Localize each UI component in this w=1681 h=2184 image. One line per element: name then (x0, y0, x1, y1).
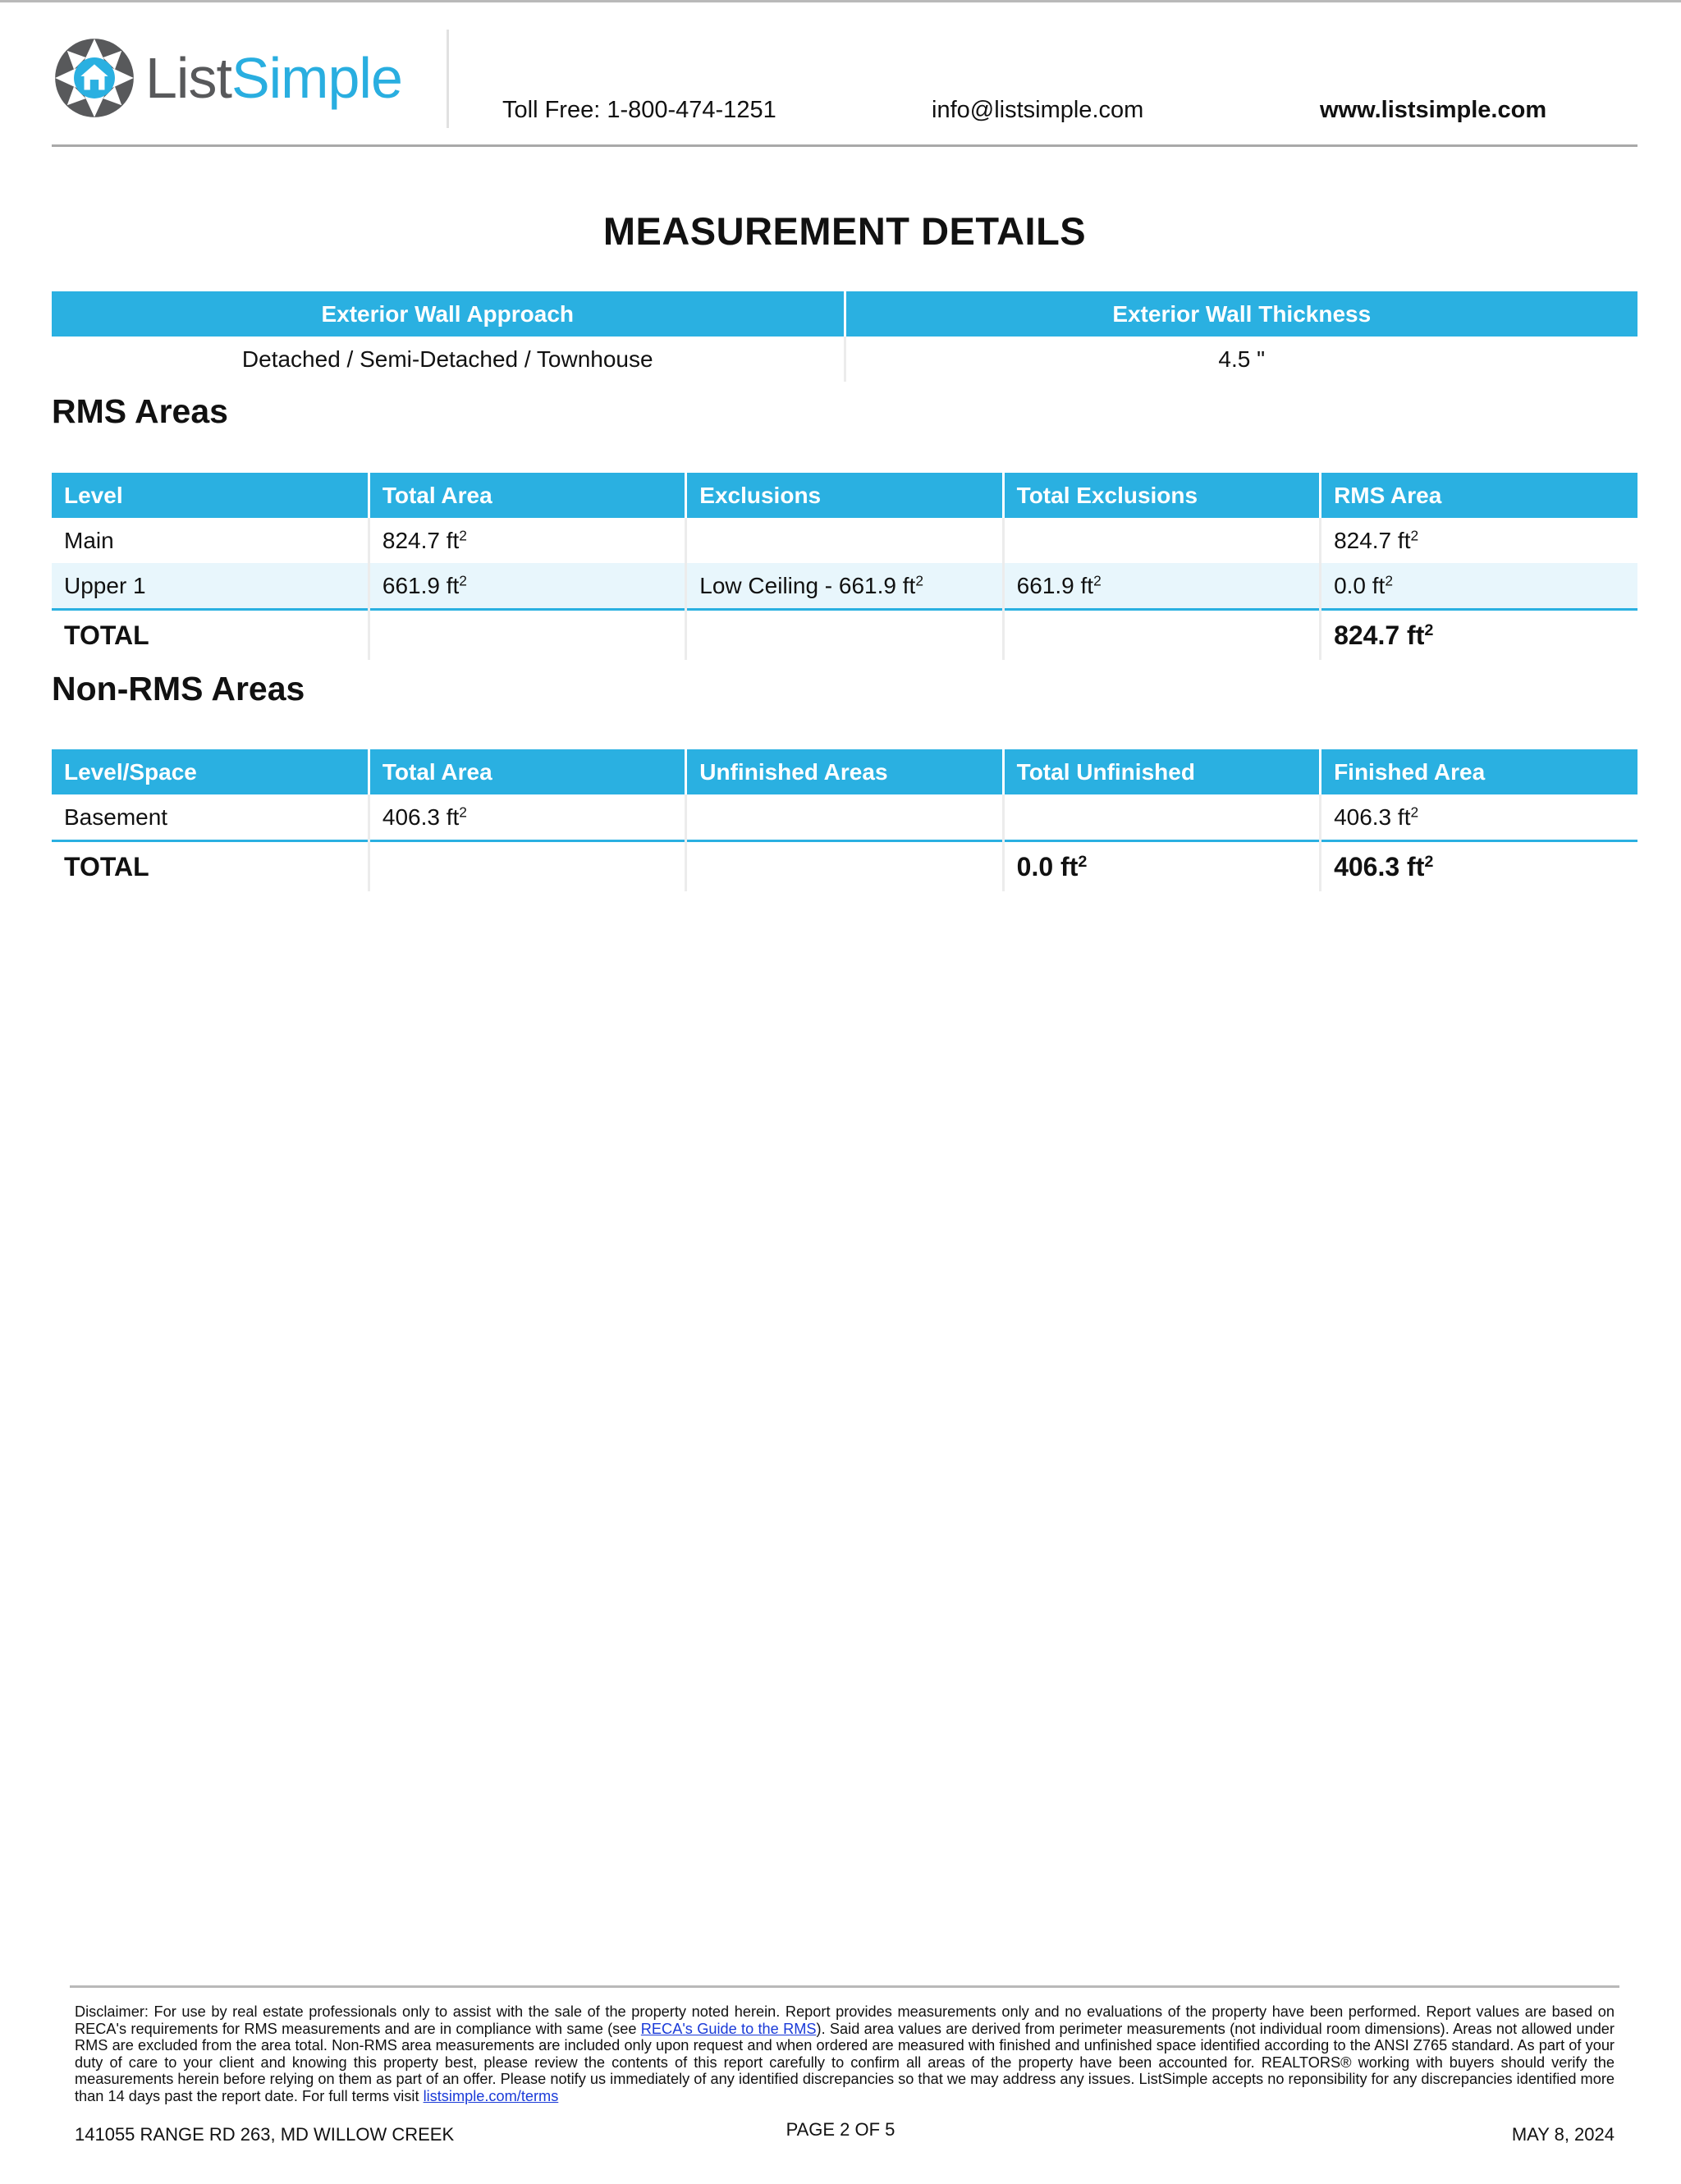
property-address: 141055 RANGE RD 263, MD WILLOW CREEK (75, 2124, 455, 2145)
table-row (52, 794, 1637, 841)
header-divider (447, 30, 449, 128)
wall-thickness-value: 4.5 " (845, 337, 1637, 382)
footer-rule (70, 1985, 1619, 1988)
rms-header-exclusions: Exclusions (686, 473, 1003, 518)
website-link[interactable]: www.listsimple.com (1320, 97, 1547, 123)
wall-approach-value: Detached / Semi-Detached / Townhouse (241, 346, 653, 372)
unfinished-areas-cell (686, 794, 1003, 841)
exclusions-cell: Low Ceiling - 661.9 $ft^2$ (686, 563, 1003, 610)
listsimple-logo (52, 33, 402, 123)
nrms-header-unfinished-areas: Unfinished Areas (686, 749, 1003, 794)
total-unfinished-value: 0.0 $ft^2$ (1003, 841, 1320, 892)
total-label: TOTAL (52, 610, 369, 661)
non-rms-total-row (52, 841, 1637, 892)
non-rms-areas-table (52, 749, 1637, 891)
level-cell: Main (64, 527, 114, 553)
total-exclusions-cell (1003, 518, 1320, 563)
nrms-header-total-unfinished: Total Unfinished (1003, 749, 1320, 794)
rms-header-total-area: Total Area (369, 473, 685, 518)
total-area-cell: 406.3 $ft^2$ (369, 794, 685, 841)
report-date: MAY 8, 2024 (1511, 2124, 1615, 2145)
total-unfinished-cell (1003, 794, 1320, 841)
page-title: MEASUREMENT DETAILS (602, 209, 1087, 253)
rms-header-total-exclusions: Total Exclusions (1003, 473, 1320, 518)
total-finished-value: 406.3 $ft^2$ (1321, 841, 1637, 892)
nrms-header-total-area: Total Area (369, 749, 685, 794)
camera-aperture-house-icon (52, 35, 137, 121)
logo-word-simple: Simple (231, 46, 402, 110)
disclaimer: Disclaimer: For use by real estate professionals only to assist with the sale of the property noted herein. Report provides measurements only and no evaluations of the property have been performed. Report values are based on RECA's requirements for RMS measurements and are in compliance with same (see RECA's Guide to the RMS). Said area values are derived from perimeter measurements (not individual room dimensions). Areas not allowed under RMS are excluded from the area total. Non-RMS area measurements are included only upon request and when ordered are measured with finished and unfinished space identified according to the ANSI Z765 standard. As part of your duty of care to your client and knowing this property best, please review the contents of this report carefully to confirm all areas of the property have been accounted for. REALTORS® working with buyers should verify the measurements herein before relying on them as part of an offer. Please notify us immediately of any identified discrepancies so that we may address any issues. ListSimple accepts no reponsibility for any discrepancies identified more than 14 days past the report date. For full terms visit listsimple.com/terms (75, 2003, 1615, 2104)
rms-section-title: RMS Areas (52, 392, 228, 430)
terms-link[interactable]: listsimple.com/terms (423, 2087, 559, 2104)
empty-cell (369, 841, 685, 892)
total-area-cell: 661.9 $ft^2$ (369, 563, 685, 610)
logo-wordmark (145, 46, 402, 110)
empty-cell (686, 841, 1003, 892)
total-area-cell: 824.7 $ft^2$ (369, 518, 685, 563)
logo-word-list: List (145, 46, 231, 110)
empty-cell (686, 610, 1003, 661)
table-row (52, 563, 1637, 610)
rms-header-level: Level (52, 473, 369, 518)
exclusions-cell (686, 518, 1003, 563)
toll-free-phone: Toll Free: 1-800-474-1251 (502, 97, 776, 123)
rms-total-row (52, 610, 1637, 661)
table-row (52, 518, 1637, 563)
non-rms-section-title: Non-RMS Areas (52, 670, 305, 707)
wall-header-approach: Exterior Wall Approach (52, 291, 845, 337)
rms-area-cell: 824.7 $ft^2$ (1321, 518, 1637, 563)
nrms-header-finished-area: Finished Area (1321, 749, 1637, 794)
finished-area-cell: 406.3 $ft^2$ (1321, 794, 1637, 841)
nrms-header-level-space: Level/Space (52, 749, 369, 794)
total-label: TOTAL (52, 841, 369, 892)
contact-email[interactable]: info@listsimple.com (932, 97, 1144, 123)
level-cell: Basement (64, 804, 168, 830)
rms-total-value: 824.7 $ft^2$ (1321, 610, 1637, 661)
rms-area-cell: 0.0 $ft^2$ (1321, 563, 1637, 610)
empty-cell (1003, 610, 1320, 661)
reca-guide-link[interactable]: RECA's Guide to the RMS (640, 2020, 817, 2037)
page-header (52, 30, 1637, 144)
page-number: PAGE 2 OF 5 (786, 2119, 895, 2140)
total-exclusions-cell: 661.9 $ft^2$ (1003, 563, 1320, 610)
wall-header-thickness: Exterior Wall Thickness (845, 291, 1637, 337)
rms-header-rms-area: RMS Area (1321, 473, 1637, 518)
rms-areas-table (52, 473, 1637, 660)
level-cell: Upper 1 (52, 563, 369, 610)
top-border (0, 0, 1681, 2)
empty-cell (369, 610, 685, 661)
header-rule (52, 144, 1637, 147)
exterior-wall-table (52, 291, 1637, 382)
